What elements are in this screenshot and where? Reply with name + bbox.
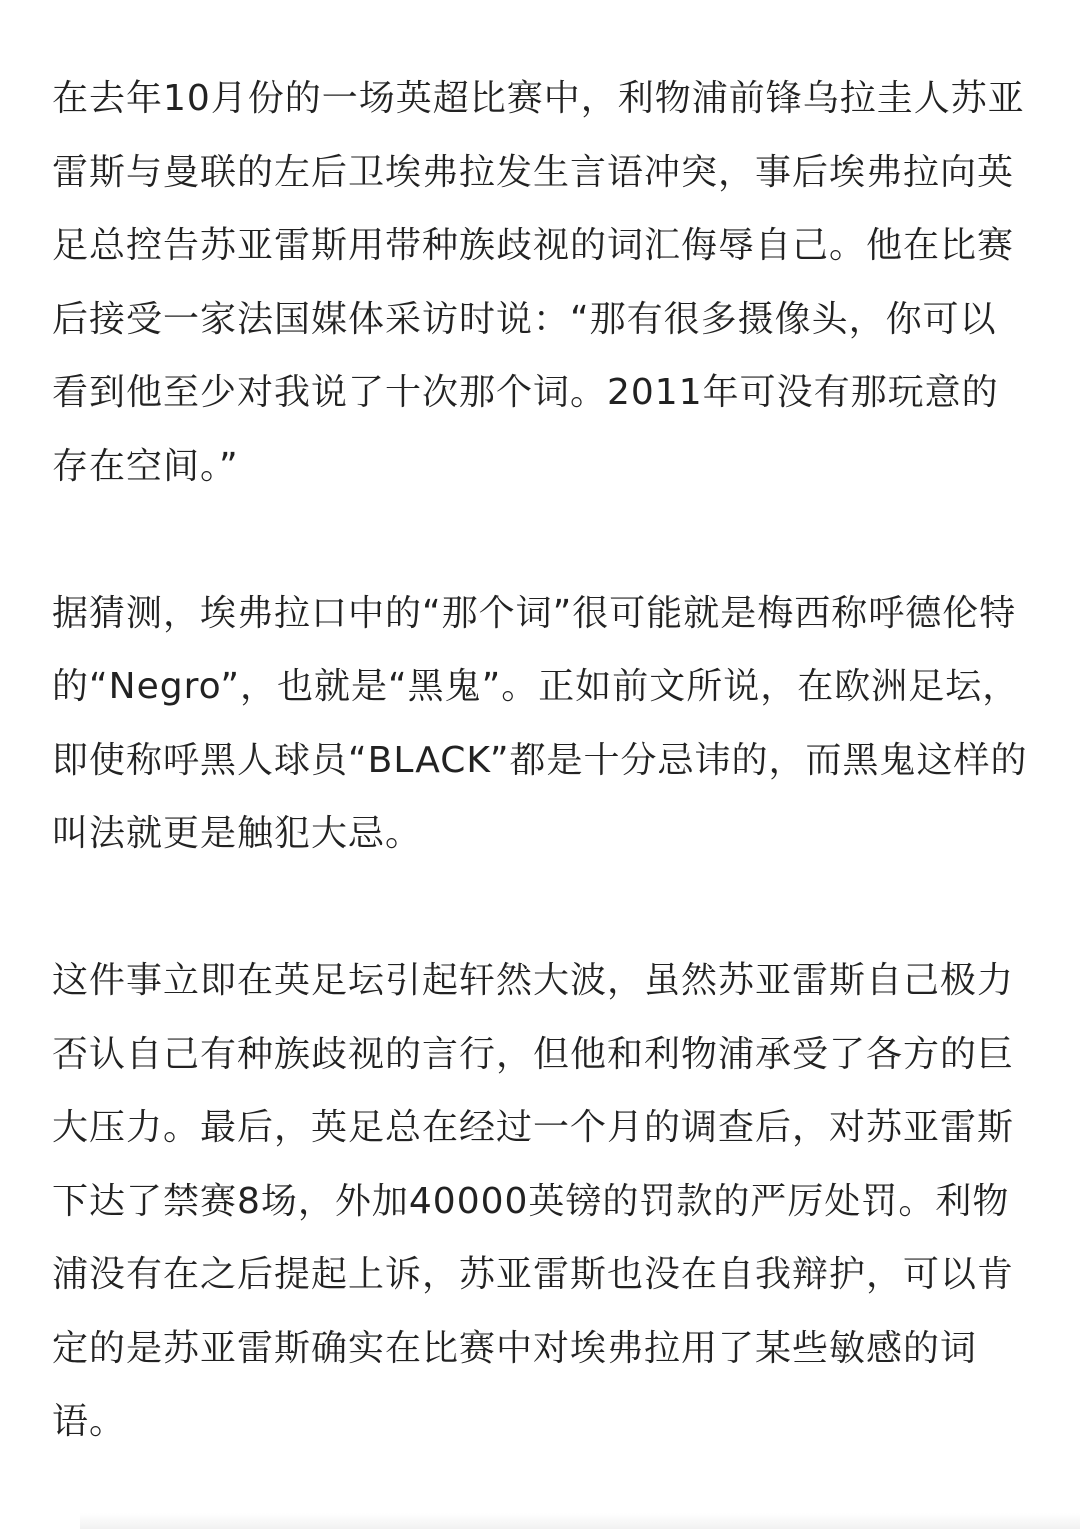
article-paragraph-2: 据猜测，埃弗拉口中的“那个词”很可能就是梅西称呼德伦特的“Negro”，也就是“黑鬼”。正如前文所说，在欧洲足坛，即使称呼黑人球员“BLACK”都是十分忌讳的，而黑鬼这样的叫法就更是触犯大忌。 [52, 592, 1028, 854]
bottom-edge-fade [80, 1513, 1080, 1529]
article-paragraph-1: 在去年10月份的一场英超比赛中，利物浦前锋乌拉圭人苏亚雷斯与曼联的左后卫埃弗拉发生言语冲突，事后埃弗拉向英足总控告苏亚雷斯用带种族歧视的词汇侮辱自己。他在比赛后接受一家法国媒体采访时说：“那有很多摄像头，你可以看到他至少对我说了十次那个词。2011年可没有那玩意的存在空间。” [52, 78, 1025, 487]
article-body [52, 62, 1028, 1459]
article-paragraph-3: 这件事立即在英足坛引起轩然大波，虽然苏亚雷斯自己极力否认自己有种族歧视的言行，但他和利物浦承受了各方的巨大压力。最后，英足总在经过一个月的调查后，对苏亚雷斯下达了禁赛8场，外加40000英镑的罚款的严厉处罚。利物浦没有在之后提起上诉，苏亚雷斯也没在自我辩护，可以肯定的是苏亚雷斯确实在比赛中对埃弗拉用了某些敏感的词语。 [52, 960, 1015, 1442]
